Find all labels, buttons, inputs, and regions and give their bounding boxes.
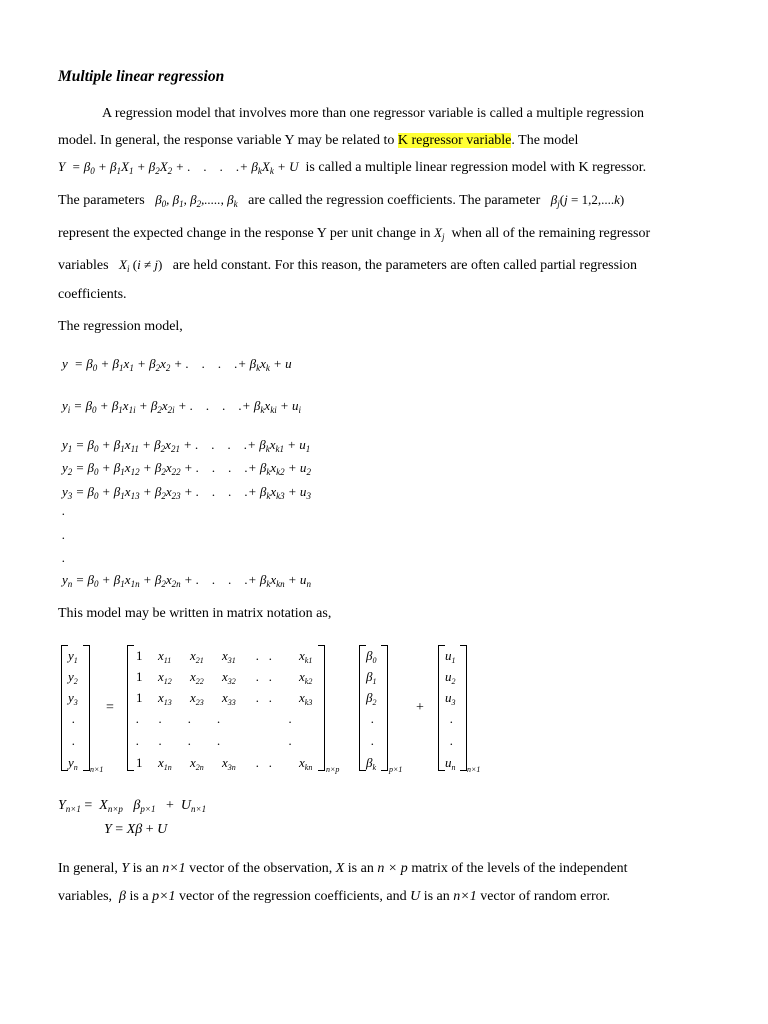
x-r1-c2: $x_{21}$: [190, 648, 204, 665]
x-symbol: X: [335, 861, 345, 876]
x-rn-dots: . .: [256, 755, 273, 770]
u-n: $u_n$: [445, 755, 456, 772]
beta-k: $\beta_k$: [366, 755, 377, 772]
x-rn-c2: $x_{2n}$: [190, 755, 204, 772]
parameter-list: $\beta_0$, $\beta_1$, $\beta_2$,....., $\beta_k$: [155, 192, 238, 209]
intro-line-2: [58, 131, 578, 151]
intro-line-3-end: is called a multiple linear regression model with K regressor.: [305, 160, 647, 175]
intro-line-3: [58, 157, 646, 181]
beta-dimension: p×1: [389, 765, 403, 774]
y-bracket-right: [83, 645, 90, 771]
equation-2: $y_2 = \beta_0 + \beta_1x_{12} + \beta_2x_{22}$ + . . . .+ $\beta_kx_{k2} + u_2$: [62, 460, 311, 477]
highlighted-phrase: K regressor variable: [397, 133, 512, 148]
final-line-1-e: matrix of the levels of the independent: [411, 861, 628, 876]
short-matrix-form: Y = Xβ + U: [104, 822, 168, 837]
x-r1-dots: . .: [256, 648, 273, 663]
beta-1: $\beta_1$: [366, 669, 377, 686]
intro-line-4: [58, 190, 624, 214]
n-by-1-symbol: n×1: [162, 861, 186, 876]
beta-2: $\beta_2$: [366, 690, 377, 707]
p-by-1-symbol: p×1: [152, 889, 176, 904]
equation-3: $y_3 = \beta_0 + \beta_1x_{13} + \beta_2x_{23}$ + . . . .+ $\beta_kx_{k3} + u_3$: [62, 484, 311, 501]
x-rn-c3: $x_{3n}$: [222, 755, 236, 772]
y-dimension: n×1: [90, 765, 104, 774]
x-r1-c3: $x_{31}$: [222, 648, 236, 665]
intro-line-6-end: are held constant. For this reason, the parameters are often called partial regression: [172, 258, 637, 273]
y-3: $y_3$: [68, 690, 78, 707]
u-3: $u_3$: [445, 690, 456, 707]
x-r3-c1: $x_{13}$: [158, 690, 172, 707]
final-line-2-a: variables,: [58, 889, 113, 904]
equation-n: $y_n = \beta_0 + \beta_1x_{1n} + \beta_2x_{2n}$ + . . . .+ $\beta_kx_{kn} + u_n$: [62, 572, 311, 589]
x-r2-c0: 1: [136, 669, 143, 684]
y-2: $y_2$: [68, 669, 78, 686]
u-dot-2: .: [450, 733, 454, 748]
intro-line-5-start: represent the expected change in the response Y per unit change in: [58, 226, 431, 241]
x-r3-c3: $x_{33}$: [222, 690, 236, 707]
final-line-1-a: In general,: [58, 861, 118, 876]
x-r3-ck: $x_{k3}$: [299, 690, 313, 707]
equals-sign: =: [106, 700, 114, 715]
u-symbol: U: [410, 889, 421, 904]
x-rn-c1: $x_{1n}$: [158, 755, 172, 772]
u-bracket-right: [460, 645, 467, 771]
x-r2-c3: $x_{32}$: [222, 669, 236, 686]
xi-condition: $X_i$ (i ≠ j): [119, 257, 163, 274]
x-bracket-right: [318, 645, 325, 771]
x-r3-dots: . .: [256, 690, 273, 705]
x-r1-ck: $x_{k1}$: [299, 648, 313, 665]
vertical-ellipsis-2: .: [62, 527, 66, 542]
compact-matrix-form: $Y_{n\times 1} = X_{n\times p}$ $\beta_{p\times 1}$ + $U_{n\times 1}$: [58, 798, 207, 814]
beta-dot-2: .: [371, 733, 375, 748]
x-r3-c0: 1: [136, 690, 143, 705]
u-dimension: n×1: [467, 765, 481, 774]
y-bracket-left: [61, 645, 68, 771]
intro-line-2-start: model. In general, the response variable Y may be related to: [58, 133, 395, 148]
intro-line-5: [58, 223, 650, 247]
x-dimension: n×p: [326, 765, 340, 774]
x-r3-c2: $x_{23}$: [190, 690, 204, 707]
x-rn-c0: 1: [136, 755, 143, 770]
u-2: $u_2$: [445, 669, 456, 686]
beta-bracket-right: [381, 645, 388, 771]
model-equation: $Y = \beta_0 + \beta_1X_1 + \beta_2X_2$ + . . . .+ $\beta_kX_k + U$: [58, 159, 299, 176]
x-r2-dots: . .: [256, 669, 273, 684]
final-line-2: [58, 889, 610, 905]
vertical-ellipsis-1: .: [62, 503, 66, 518]
x-r2-ck: $x_{k2}$: [299, 669, 313, 686]
final-line-2-d: is an: [423, 889, 450, 904]
intro-line-4-mid: are called the regression coefficients. The parameter: [248, 193, 541, 208]
matrix-notation-label: This model may be written in matrix notation as,: [58, 606, 332, 621]
intro-line-4-start: The parameters: [58, 193, 145, 208]
final-line-1-c: vector of the observation,: [189, 861, 333, 876]
regression-model-label: The regression model,: [58, 319, 183, 334]
intro-line-2-end: . The model: [511, 133, 579, 148]
x-rn-ck: $x_{kn}$: [299, 755, 313, 772]
n-by-1-symbol-2: n×1: [453, 889, 477, 904]
n-by-p-symbol: n × p: [377, 861, 408, 876]
plus-sign: +: [416, 700, 424, 715]
final-line-2-b: is a: [129, 889, 149, 904]
equation-1: $y_1 = \beta_0 + \beta_1x_{11} + \beta_2x_{21}$ + . . . .+ $\beta_kx_{k1} + u_1$: [62, 437, 311, 454]
x-r2-c1: $x_{12}$: [158, 669, 172, 686]
final-line-1: [58, 861, 627, 877]
section-title: Multiple linear regression: [58, 68, 225, 85]
y-n: $y_n$: [68, 755, 78, 772]
intro-line-5-end: when all of the remaining regressor: [451, 226, 651, 241]
beta-j-expression: $\beta_j(j = 1,2,....k)$: [550, 192, 625, 209]
x-bracket-left: [127, 645, 134, 771]
final-line-2-e: vector of random error.: [480, 889, 611, 904]
x-r1-c0: 1: [136, 648, 143, 663]
y-symbol: Y: [121, 861, 130, 876]
x-r4-dots: . . . . .: [136, 711, 292, 726]
u-1: $u_1$: [445, 648, 456, 665]
final-line-2-c: vector of the regression coefficients, and: [179, 889, 407, 904]
beta-dot-1: .: [371, 711, 375, 726]
y-dot-2: .: [72, 733, 76, 748]
beta-bracket-left: [359, 645, 366, 771]
beta-0: $\beta_0$: [366, 648, 377, 665]
x-r2-c2: $x_{22}$: [190, 669, 204, 686]
vertical-ellipsis-3: .: [62, 550, 66, 565]
y-1: $y_1$: [68, 648, 78, 665]
intro-line-1: A regression model that involves more than one regressor variable is called a multiple regression: [102, 106, 644, 121]
intro-line-6: [58, 255, 637, 279]
intro-line-6-start: variables: [58, 258, 109, 273]
y-dot-1: .: [72, 711, 76, 726]
beta-symbol: β: [119, 889, 127, 904]
u-bracket-left: [438, 645, 445, 771]
final-line-1-d: is an: [347, 861, 374, 876]
equation-ith: $y_i = \beta_0 + \beta_1x_{1i} + \beta_2x_{2i}$ + . . . .+ $\beta_kx_{ki} + u_i$: [62, 398, 301, 415]
intro-line-7: coefficients.: [58, 287, 127, 302]
final-line-1-b: is an: [132, 861, 159, 876]
u-dot-1: .: [450, 711, 454, 726]
x-r5-dots: . . . . .: [136, 733, 292, 748]
x-r1-c1: $x_{11}$: [158, 648, 172, 665]
equation-general: $y = \beta_0 + \beta_1x_1 + \beta_2x_2$ + . . . .+ $\beta_kx_k + u$: [62, 356, 292, 373]
xj-symbol: $X_j$: [434, 225, 445, 242]
